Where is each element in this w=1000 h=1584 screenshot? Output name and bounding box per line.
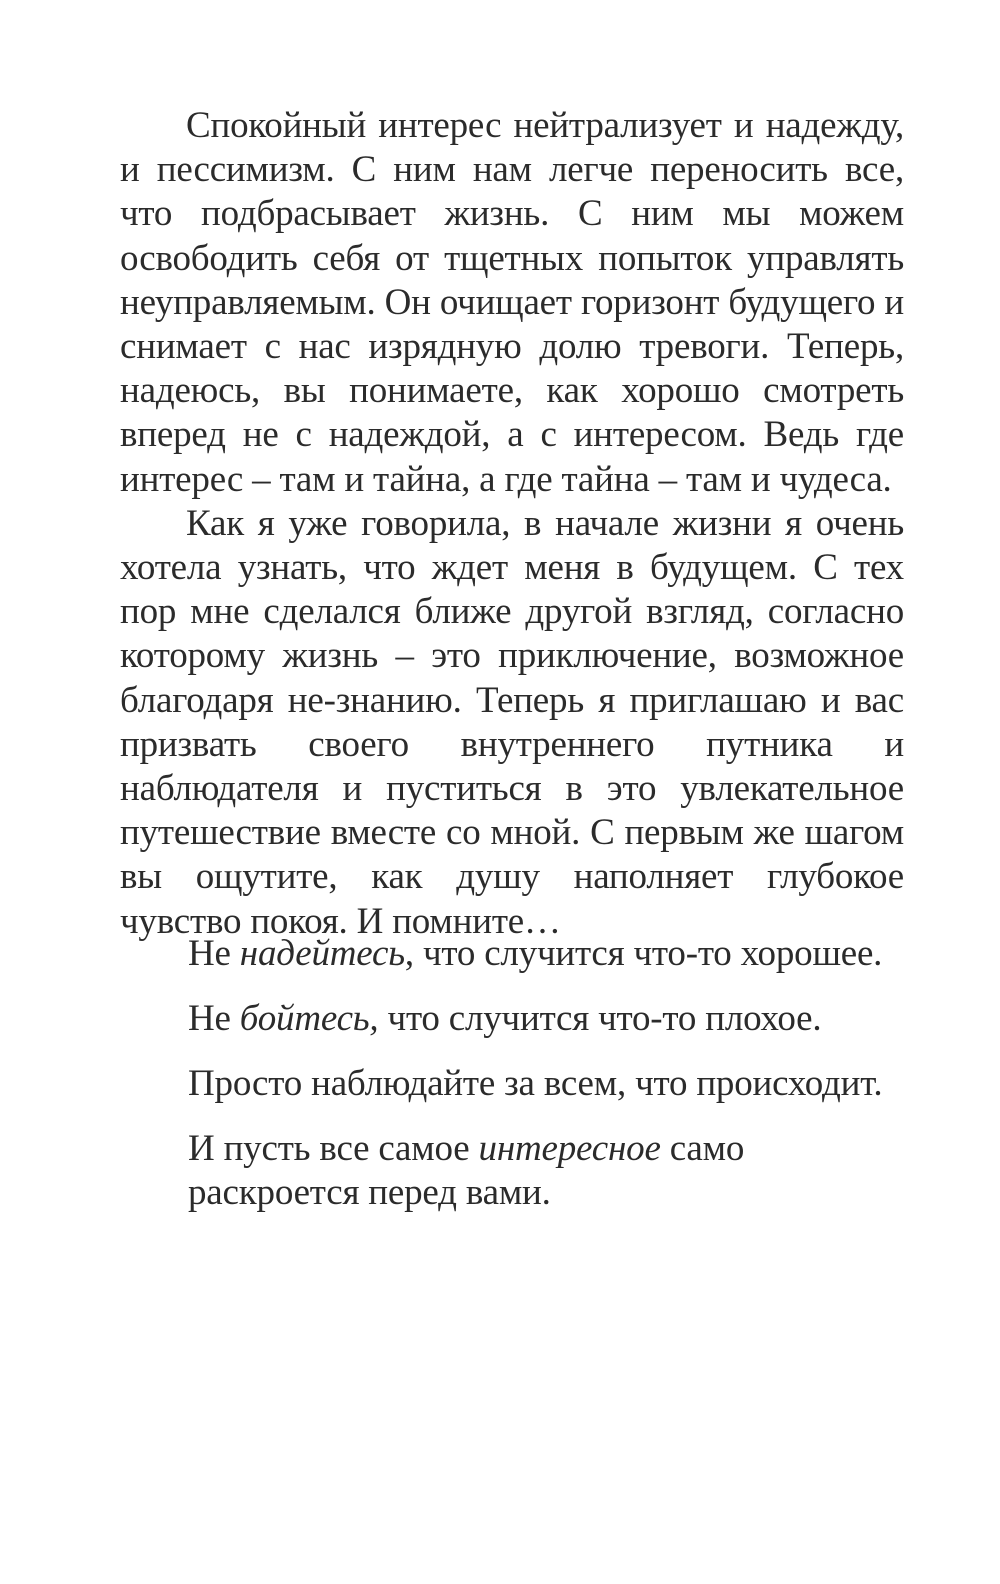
line-text: само раскроется перед вами. <box>188 1128 745 1213</box>
closing-lines <box>188 932 904 1236</box>
closing-line <box>188 932 904 976</box>
emphasis-text: бойтесь, <box>239 998 379 1039</box>
line-text: Просто наблюдайте за всем, что происходит. <box>188 1063 883 1104</box>
paragraph: Спокойный интерес нейтрализует и надежду, и пессимизм. С ним нам легче переносить все, что подбрасывает жизнь. С ним мы можем освободить себя от тщетных попыток управлять неуправляемым. Он очищает горизонт будущего и снимает с нас изрядную долю тревоги. Теперь, надеюсь, вы понимаете, как хорошо смотреть вперед не с надеждой, а с интересом. Ведь где интерес – там и тайна, а где тайна – там и чудеса. <box>120 105 904 500</box>
line-text: , что случится что-то хорошее. <box>404 933 883 974</box>
closing-line <box>188 997 904 1041</box>
emphasis-text: интересное <box>478 1128 661 1169</box>
line-text: что случится что-то плохое. <box>378 998 822 1039</box>
closing-line <box>188 1062 904 1106</box>
paragraph: Как я уже говорила, в начале жизни я очень хотела узнать, что ждет меня в будущем. С тех пор мне сделался ближе другой взгляд, согласно которому жизнь – это приключение, возможное благодаря не-знанию. Теперь я приглашаю и вас призвать своего внутреннего путника и наблюдателя и пуститься в это увлекательное путешествие вместе со мной. С первым же шагом вы ощутите, как душу наполняет глубокое чувство покоя. И помните… <box>120 502 904 942</box>
closing-line <box>188 1127 904 1215</box>
line-text: Не <box>188 933 240 974</box>
body-text <box>120 104 904 944</box>
line-text: И пусть все самое <box>188 1128 479 1169</box>
emphasis-text: надейтесь <box>239 933 405 974</box>
line-text: Не <box>188 998 240 1039</box>
